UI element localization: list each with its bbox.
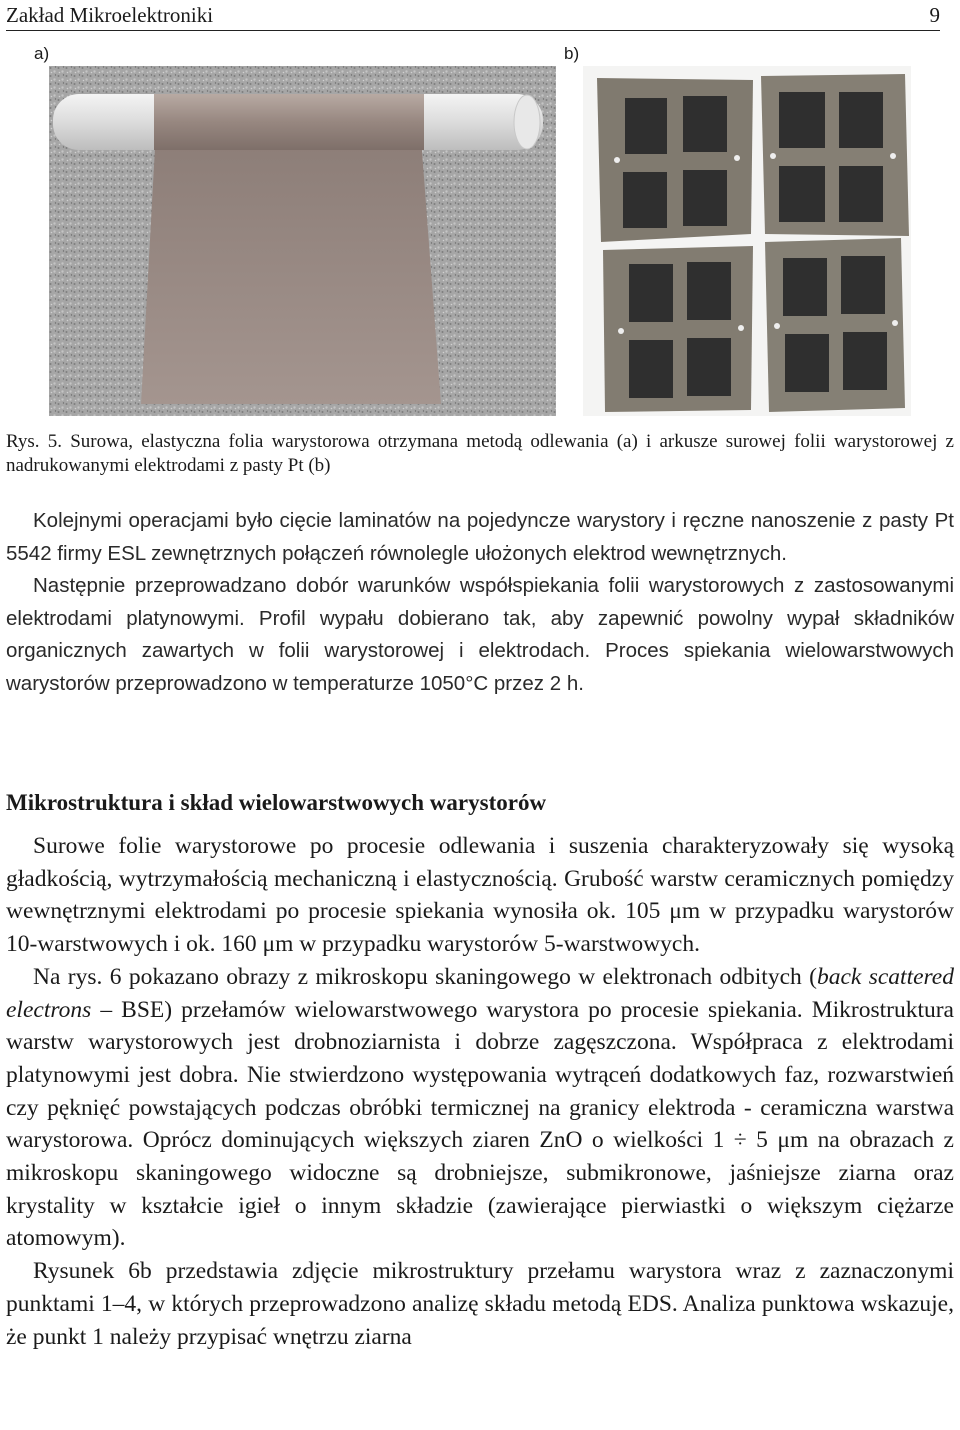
bse-term: back scattered electrons [6, 963, 954, 1023]
section-paragraph-2: Na rys. 6 pokazano obrazy z mikroskopu skaningowego w elektronach odbitych (back scattered electrons – BSE) przełamów wielowarstwowego warystora po procesie spiekania. Mikrostruktura warstw warystorowych jest drobnoziarnista i dobrze zagęszczona. Współpraca z elektrodami platynowymi jest dobra. Nie stwierdzono występowania wytrąceń dodatkowych faz, rozwarstwień czy pęknięć powstających podczas obróbki termicznej na granicy elektroda - ceramiczna warstwa warystorowa. Oprócz dominujących większych ziaren ZnO o wielkości 1 ÷ 5 μm na obrazach z mikroskopu skaningowego widoczne są drobniejsze, submikronowe, jaśniejsze ziarna oraz krystality w kształcie igieł o innym składzie (zawierające pierwiastki o większym ciężarze atomowym). [6, 963, 954, 1252]
running-header [6, 0, 940, 31]
section-text [6, 830, 954, 1353]
photo-printed-electrode-sheets [583, 66, 911, 416]
figure-caption: Rys. 5. Surowa, elastyczna folia warystorowa otrzymana metodą odlewania (a) i arkusze surowej folii warystorowej z nadrukowanymi elektrodami z pasty Pt (b) [6, 431, 954, 476]
figure-label-a: a) [34, 44, 50, 63]
section-paragraph-3: Rysunek 6b przedstawia zdjęcie mikrostruktury przełamu warystora wraz z zaznaczonymi punktami 1–4, w których przeprowadzono analizę składu metodą EDS. Analiza punktowa wskazuje, że punkt 1 należy przypisać wnętrzu ziarna [6, 1258, 954, 1350]
page-number: 9 [929, 3, 940, 27]
intro-paragraph-2: Następnie przeprowadzano dobór warunków współspiekania folii warystorowych z zastosowanymi elektrodami platynowymi. Profil wypału dobierano tak, aby zapewnić powolny wypał składników organicznych zawartych w folii warystorowej i elektrodach. Proces spiekania wielowarstwowych warystorów przeprowadzono w temperaturze 1050°C przez 2 h. [6, 574, 954, 695]
intro-text [6, 505, 954, 700]
section-heading: Mikrostruktura i skład wielowarstwowych warystorów [6, 790, 547, 815]
figure-label-b: b) [564, 44, 580, 63]
photo-varistor-tape [49, 66, 556, 416]
header-title: Zakład Mikroelektroniki [6, 3, 214, 27]
section-paragraph-1: Surowe folie warystorowe po procesie odlewania i suszenia charakteryzowały się wysoką gładkością, wytrzymałością mechaniczną i elastycznością. Grubość warstw ceramicznych pomiędzy wewnętrznymi elektrodami po procesie spiekania wynosiła ok. 105 μm w przypadku warystorów 10-warstwowych i ok. 160 μm w przypadku warystorów 5-warstwowych. [6, 833, 954, 958]
intro-paragraph-1: Kolejnymi operacjami było cięcie laminatów na pojedyncze warystory i ręczne nanoszenie z pasty Pt 5542 firmy ESL zewnętrznych połączeń równolegle ułożonych elektrod wewnętrznych. [6, 509, 954, 565]
